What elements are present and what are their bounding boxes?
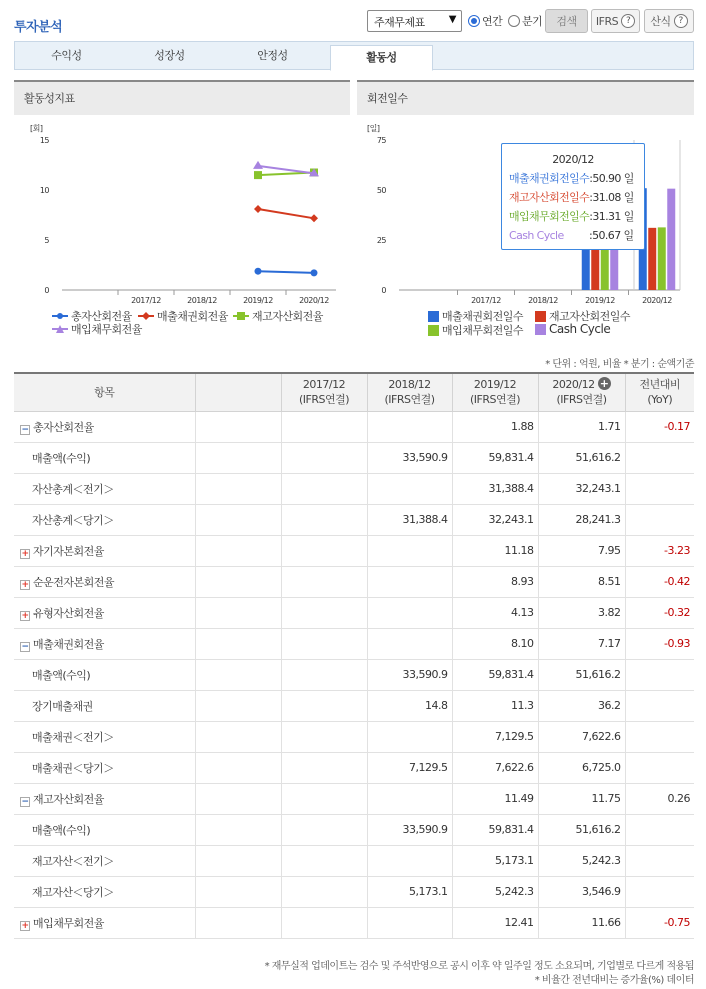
tooltip-label: 매입채무회전일수 <box>509 210 590 223</box>
legend-item[interactable] <box>535 322 610 336</box>
row-label: 매출액(수익) <box>32 823 91 837</box>
header-basis: (IFRS연결) <box>469 393 521 407</box>
collapse-icon[interactable]: − <box>21 796 29 807</box>
value-cell: 11.3 <box>452 690 538 721</box>
yoy-cell <box>625 876 694 907</box>
header-yoy <box>625 373 694 411</box>
value-cell: 8.10 <box>452 628 538 659</box>
table-row <box>14 597 694 628</box>
blank-cell <box>195 845 281 876</box>
value-cell: 1.71 <box>538 411 625 442</box>
value-cell: 7.95 <box>538 535 625 566</box>
row-label-cell[interactable] <box>14 628 195 659</box>
value-cell: 5,242.3 <box>452 876 538 907</box>
value-cell <box>281 814 367 845</box>
y-tick-label: 5 <box>44 236 49 245</box>
row-label-cell <box>14 442 195 473</box>
activity-ratio-table <box>14 372 694 939</box>
tooltip-unit: 일 <box>623 191 634 204</box>
row-label-cell <box>14 473 195 504</box>
legend-item[interactable] <box>233 308 323 324</box>
panel-title: 회전일수 <box>357 82 694 115</box>
tooltip-row <box>509 207 637 226</box>
bar <box>667 189 675 290</box>
data-point <box>254 205 262 213</box>
row-label-cell[interactable] <box>14 411 195 442</box>
bar <box>658 227 666 290</box>
row-label: 매출액(수익) <box>32 451 91 465</box>
blank-cell <box>195 721 281 752</box>
legend-item[interactable] <box>428 322 523 338</box>
blank-cell <box>195 876 281 907</box>
activity-line-chart <box>14 113 350 313</box>
yoy-cell <box>625 721 694 752</box>
value-cell: 11.49 <box>452 783 538 814</box>
y-tick-label: 0 <box>381 286 386 295</box>
table-header-row <box>14 373 694 411</box>
table-row <box>14 690 694 721</box>
row-label-cell <box>14 752 195 783</box>
value-cell: 7,129.5 <box>367 752 452 783</box>
table-row <box>14 783 694 814</box>
table-row <box>14 535 694 566</box>
data-point <box>311 269 318 276</box>
ifrs-button[interactable] <box>591 9 640 33</box>
value-cell: 11.18 <box>452 535 538 566</box>
value-cell: 31,388.4 <box>452 473 538 504</box>
header-yoy-sub: (YoY) <box>647 393 673 407</box>
radio-unchecked-icon <box>508 15 520 27</box>
value-cell <box>281 566 367 597</box>
value-cell: 11.75 <box>538 783 625 814</box>
table-row <box>14 752 694 783</box>
series-line <box>258 166 314 174</box>
search-button-label: 검색 <box>556 15 577 28</box>
row-label-cell[interactable] <box>14 907 195 938</box>
add-column-icon[interactable]: + <box>598 377 611 390</box>
radio-checked-icon <box>468 15 480 27</box>
table-row <box>14 814 694 845</box>
value-cell <box>281 752 367 783</box>
value-cell <box>281 907 367 938</box>
legend-label: 매입채무회전일수 <box>442 324 524 337</box>
blank-cell <box>195 504 281 535</box>
quarter-radio-label: 분기 <box>522 15 543 28</box>
legend-line-marker <box>233 312 249 320</box>
header-yoy-label: 전년대비 <box>639 378 680 392</box>
x-tick-label: 2020/12 <box>642 296 672 305</box>
value-cell: 7.17 <box>538 628 625 659</box>
expand-icon[interactable]: + <box>21 579 29 590</box>
header-year-label: 2019/12 <box>473 378 517 392</box>
blank-cell <box>195 783 281 814</box>
tooltip-label: 매출채권회전일수 <box>509 172 590 185</box>
blank-cell <box>195 814 281 845</box>
value-cell <box>281 628 367 659</box>
legend-line-marker <box>138 312 154 320</box>
blank-cell <box>195 752 281 783</box>
value-cell <box>281 473 367 504</box>
tab-growth[interactable]: 성장성 <box>154 49 185 62</box>
tab-stability[interactable]: 안정성 <box>257 49 288 62</box>
x-tick-label: 2018/12 <box>187 296 217 305</box>
x-tick-label: 2017/12 <box>471 296 501 305</box>
unit-note: * 단위 : 억원, 비율 * 분기 : 순액기준 <box>545 359 694 370</box>
collapse-icon[interactable]: − <box>21 641 29 652</box>
row-label-cell[interactable] <box>14 597 195 628</box>
value-cell: 7,622.6 <box>538 721 625 752</box>
row-label: 총자산회전율 <box>33 420 94 434</box>
help-icon: ? <box>674 14 688 28</box>
table-row <box>14 659 694 690</box>
value-cell: 3.82 <box>538 597 625 628</box>
value-cell <box>367 597 452 628</box>
expand-icon[interactable]: + <box>21 610 29 621</box>
annual-radio-label: 연간 <box>482 15 503 28</box>
value-cell: 51,616.2 <box>538 442 625 473</box>
table-row <box>14 721 694 752</box>
header-year <box>452 373 538 411</box>
row-label-cell <box>14 659 195 690</box>
blank-cell <box>195 597 281 628</box>
yoy-cell <box>625 752 694 783</box>
footnote: * 재무실적 업데이트는 검수 및 주석반영으로 공시 이후 약 일주일 정도 소요되며, 기업별로 다르게 적용됨 <box>264 961 694 972</box>
x-tick-label: 2018/12 <box>528 296 558 305</box>
blank-cell <box>195 566 281 597</box>
axis-unit: [일] <box>367 124 380 133</box>
header-year <box>281 373 367 411</box>
header-basis: (IFRS연결) <box>556 393 607 407</box>
row-label: 순운전자본회전율 <box>33 575 115 589</box>
x-tick-label: 2020/12 <box>299 296 329 305</box>
y-tick-label: 0 <box>44 286 49 295</box>
yoy-cell <box>625 814 694 845</box>
x-tick-label: 2019/12 <box>243 296 273 305</box>
yoy-cell: -0.17 <box>625 411 694 442</box>
yoy-cell: -0.42 <box>625 566 694 597</box>
value-cell: 5,242.3 <box>538 845 625 876</box>
value-cell <box>367 907 452 938</box>
value-cell: 5,173.1 <box>367 876 452 907</box>
value-cell <box>367 411 452 442</box>
collapse-icon[interactable]: − <box>21 424 29 435</box>
yoy-cell <box>625 442 694 473</box>
tooltip-row <box>509 188 637 207</box>
row-label-cell <box>14 876 195 907</box>
row-label: 재고자산＜전기＞ <box>32 854 114 868</box>
tooltip-value: :31.08 <box>589 191 621 204</box>
row-label: 매출채권＜당기＞ <box>32 761 114 775</box>
tooltip-row <box>509 226 637 245</box>
tooltip-title: 2020/12 <box>552 153 594 166</box>
value-cell <box>367 535 452 566</box>
blank-cell <box>195 690 281 721</box>
blank-cell <box>195 411 281 442</box>
legend-item[interactable] <box>52 321 142 337</box>
value-cell: 7,622.6 <box>452 752 538 783</box>
row-label: 자산총계＜당기＞ <box>32 513 114 527</box>
tab-bar <box>14 41 694 70</box>
row-label: 매출액(수익) <box>32 668 91 682</box>
footnote: * 비율간 전년대비는 증가율(%) 데이터 <box>534 975 694 986</box>
header-year-label: 2018/12 <box>388 378 431 392</box>
y-tick-label: 15 <box>39 136 49 145</box>
row-label-cell <box>14 690 195 721</box>
legend-line-marker <box>52 312 68 320</box>
header-basis: (IFRS연결) <box>298 393 350 407</box>
header-year <box>538 373 625 411</box>
row-label: 유형자산회전율 <box>33 606 104 620</box>
yoy-cell <box>625 504 694 535</box>
value-cell <box>281 876 367 907</box>
legend-item[interactable] <box>138 308 228 324</box>
legend-line-marker <box>52 325 68 333</box>
blank-cell <box>195 535 281 566</box>
value-cell <box>281 504 367 535</box>
row-label: 자산총계＜전기＞ <box>32 482 114 496</box>
ifrs-button-label: IFRS <box>595 14 619 28</box>
value-cell: 7,129.5 <box>452 721 538 752</box>
formula-button-label: 산식 <box>650 15 671 28</box>
y-tick-label: 10 <box>39 186 49 195</box>
y-tick-label: 75 <box>376 136 386 145</box>
row-label: 재고자산＜당기＞ <box>32 885 114 899</box>
row-label-cell <box>14 814 195 845</box>
value-cell <box>367 566 452 597</box>
table-row <box>14 845 694 876</box>
row-label: 재고자산회전율 <box>33 792 104 806</box>
value-cell: 36.2 <box>538 690 625 721</box>
value-cell: 28,241.3 <box>538 504 625 535</box>
series-line <box>258 209 314 218</box>
tooltip-unit: 일 <box>623 172 634 185</box>
value-cell: 33,590.9 <box>367 659 452 690</box>
value-cell: 59,831.4 <box>452 442 538 473</box>
yoy-cell <box>625 473 694 504</box>
tooltip-label: Cash Cycle <box>509 229 564 242</box>
value-cell <box>281 535 367 566</box>
value-cell: 31,388.4 <box>367 504 452 535</box>
legend-color-swatch <box>428 325 439 336</box>
value-cell: 3,546.9 <box>538 876 625 907</box>
tab-activity[interactable]: 활동성 <box>330 45 433 71</box>
data-point <box>254 171 262 179</box>
annual-radio[interactable] <box>468 13 502 29</box>
tooltip-row <box>509 169 637 188</box>
header-year-label: 2017/12 <box>302 378 346 392</box>
row-label: 자기자본회전율 <box>33 544 104 558</box>
value-cell: 51,616.2 <box>538 659 625 690</box>
x-tick-label: 2019/12 <box>585 296 615 305</box>
value-cell <box>281 597 367 628</box>
tooltip-value: :50.90 <box>589 172 621 185</box>
y-tick-label: 50 <box>376 186 386 195</box>
legend-label: Cash Cycle <box>549 322 611 336</box>
table-row <box>14 473 694 504</box>
yoy-cell <box>625 659 694 690</box>
data-point <box>310 214 318 222</box>
value-cell: 4.13 <box>452 597 538 628</box>
value-cell <box>367 473 452 504</box>
row-label: 매입채무회전율 <box>33 916 104 930</box>
legend-label: 총자산회전율 <box>71 310 132 323</box>
value-cell <box>367 721 452 752</box>
value-cell <box>281 411 367 442</box>
tooltip-value: :31.31 <box>589 210 621 223</box>
table-row <box>14 907 694 938</box>
row-label-cell[interactable] <box>14 566 195 597</box>
yoy-cell: -3.23 <box>625 535 694 566</box>
legend-color-swatch <box>428 311 439 322</box>
value-cell: 33,590.9 <box>367 814 452 845</box>
value-cell: 59,831.4 <box>452 659 538 690</box>
row-label-cell[interactable] <box>14 535 195 566</box>
formula-button[interactable] <box>644 9 694 33</box>
row-label-cell[interactable] <box>14 783 195 814</box>
value-cell <box>281 690 367 721</box>
table-row <box>14 442 694 473</box>
value-cell: 1.88 <box>452 411 538 442</box>
yoy-cell: 0.26 <box>625 783 694 814</box>
legend-color-swatch <box>535 324 546 335</box>
table-row <box>14 411 694 442</box>
yoy-cell: -0.32 <box>625 597 694 628</box>
legend-label: 재고자산회전율 <box>252 310 323 323</box>
blank-cell <box>195 473 281 504</box>
value-cell: 6,725.0 <box>538 752 625 783</box>
data-point <box>255 268 262 275</box>
row-label: 매출채권회전율 <box>33 637 104 651</box>
blank-cell <box>195 659 281 690</box>
header-item: 항목 <box>14 373 195 411</box>
value-cell: 14.8 <box>367 690 452 721</box>
value-cell <box>281 442 367 473</box>
value-cell: 33,590.9 <box>367 442 452 473</box>
row-label-cell <box>14 845 195 876</box>
row-label: 매출채권＜전기＞ <box>32 730 114 744</box>
yoy-cell: -0.93 <box>625 628 694 659</box>
y-tick-label: 25 <box>376 236 386 245</box>
expand-icon[interactable]: + <box>21 548 29 559</box>
legend-label: 재고자산회전일수 <box>549 310 631 323</box>
table-row <box>14 504 694 535</box>
series-line <box>258 271 314 273</box>
table-row <box>14 628 694 659</box>
blank-cell <box>195 907 281 938</box>
value-cell: 12.41 <box>452 907 538 938</box>
value-cell: 8.93 <box>452 566 538 597</box>
blank-cell <box>195 628 281 659</box>
row-label-cell <box>14 721 195 752</box>
row-label-cell <box>14 504 195 535</box>
header-blank <box>195 373 281 411</box>
chart-tooltip <box>501 143 645 250</box>
expand-icon[interactable]: + <box>21 920 29 931</box>
bar <box>648 228 656 290</box>
value-cell: 32,243.1 <box>538 473 625 504</box>
value-cell: 8.51 <box>538 566 625 597</box>
row-label: 장기매출채권 <box>32 699 93 713</box>
page-title: 투자분석 <box>14 20 63 35</box>
table-row <box>14 566 694 597</box>
axis-unit: [회] <box>30 124 43 133</box>
blank-cell <box>195 442 281 473</box>
value-cell <box>281 721 367 752</box>
value-cell: 51,616.2 <box>538 814 625 845</box>
yoy-cell <box>625 690 694 721</box>
tooltip-unit: 일 <box>623 229 634 242</box>
header-year <box>367 373 452 411</box>
value-cell <box>281 659 367 690</box>
legend-label: 매입채무회전율 <box>71 323 142 336</box>
search-button[interactable] <box>545 9 588 33</box>
tooltip-unit: 일 <box>623 210 634 223</box>
header-year-label: 2020/12 <box>552 378 595 392</box>
quarter-radio[interactable] <box>508 13 542 29</box>
header-basis: (IFRS연결) <box>384 393 435 407</box>
panel-title: 활동성지표 <box>14 82 350 115</box>
help-icon: ? <box>621 14 635 28</box>
yoy-cell <box>625 845 694 876</box>
value-cell: 11.66 <box>538 907 625 938</box>
value-cell <box>367 783 452 814</box>
legend-color-swatch <box>535 311 546 322</box>
select-value: 주재무제표 <box>374 16 425 29</box>
statement-type-select[interactable] <box>367 10 462 32</box>
value-cell: 32,243.1 <box>452 504 538 535</box>
legend-label: 매출채권회전일수 <box>442 310 524 323</box>
tooltip-value: :50.67 <box>589 229 621 242</box>
value-cell <box>367 628 452 659</box>
x-tick-label: 2017/12 <box>131 296 161 305</box>
tab-profitability[interactable]: 수익성 <box>51 49 82 62</box>
value-cell <box>281 783 367 814</box>
tooltip-label: 재고자산회전일수 <box>509 191 590 204</box>
legend-label: 매출채권회전율 <box>157 310 228 323</box>
table-row <box>14 876 694 907</box>
chevron-down-icon: ▼ <box>448 14 456 25</box>
value-cell: 5,173.1 <box>452 845 538 876</box>
data-point <box>253 161 263 169</box>
value-cell <box>281 845 367 876</box>
yoy-cell: -0.75 <box>625 907 694 938</box>
value-cell: 59,831.4 <box>452 814 538 845</box>
value-cell <box>367 845 452 876</box>
